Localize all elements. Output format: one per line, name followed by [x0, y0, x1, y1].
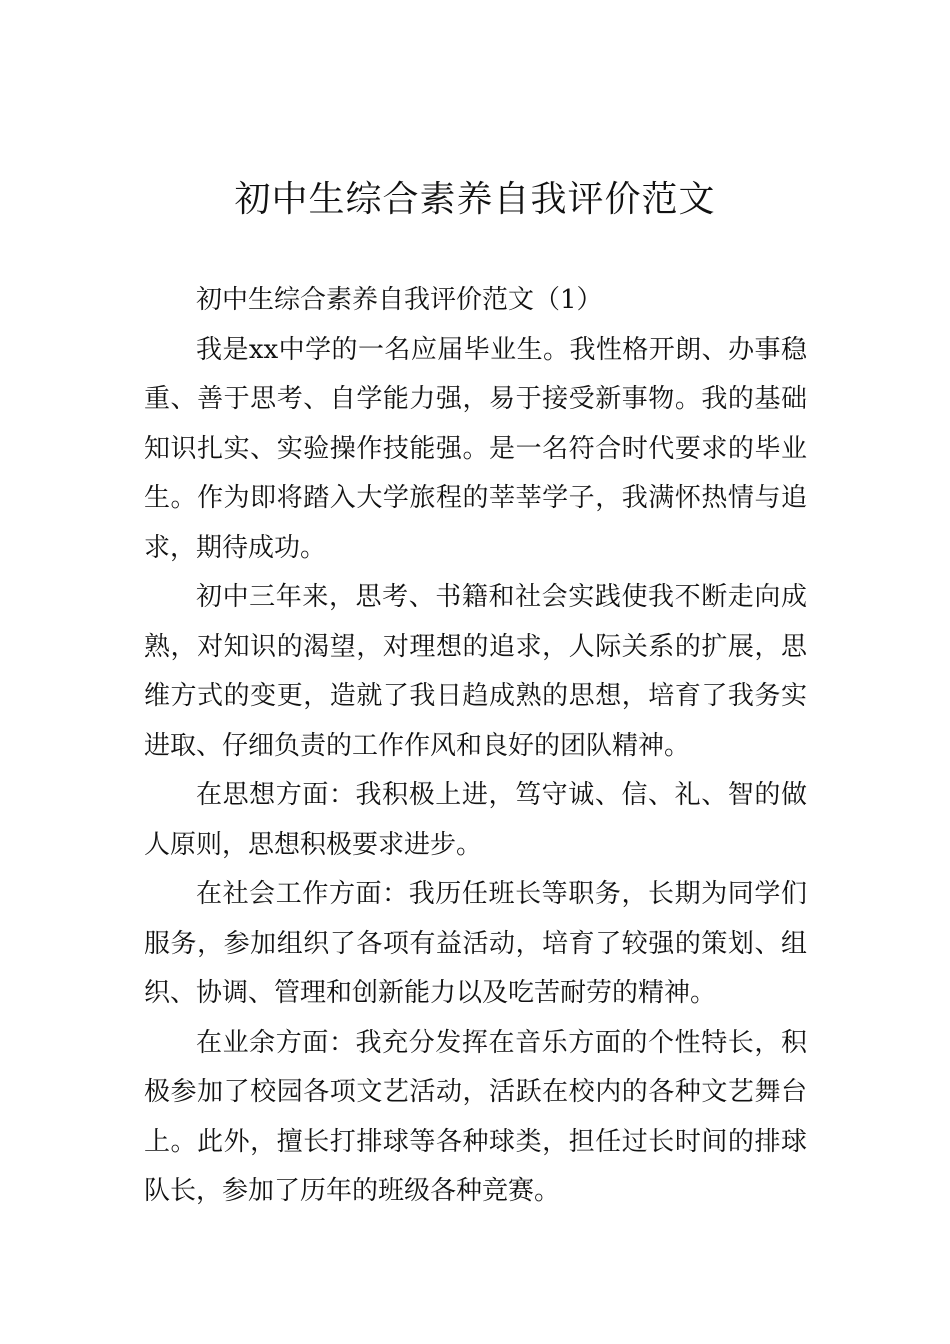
paragraph-subtitle: 初中生综合素养自我评价范文（1）	[196, 285, 603, 315]
paragraph-leisure: 在业余方面：我充分发挥在音乐方面的个性特长，积极参加了校园各项文艺活动，活跃在校内的各种文艺舞台上。此外，擅长打排球等各种球类，担任过长时间的排球队长，参加了历年的班级各种竞赛。	[144, 1027, 807, 1206]
document-body	[144, 276, 807, 1217]
paragraph-thought: 在思想方面：我积极上进，笃守诚、信、礼、智的做人原则，思想积极要求进步。	[144, 780, 807, 860]
document-title: 初中生综合素养自我评价范文	[234, 179, 716, 220]
paragraph-three-years: 初中三年来，思考、书籍和社会实践使我不断走向成熟，对知识的渴望，对理想的追求，人际关系的扩展，思维方式的变更，造就了我日趋成熟的思想，培育了我务实进取、仔细负责的工作作风和良好的团队精神。	[144, 582, 807, 761]
paragraph-introduction: 我是xx中学的一名应届毕业生。我性格开朗、办事稳重、善于思考、自学能力强，易于接受新事物。我的基础知识扎实、实验操作技能强。是一名符合时代要求的毕业生。作为即将踏入大学旅程的莘莘学子，我满怀热情与追求，期待成功。	[144, 334, 807, 563]
paragraph-social-work: 在社会工作方面：我历任班长等职务，长期为同学们服务，参加组织了各项有益活动，培育了较强的策划、组织、协调、管理和创新能力以及吃苦耐劳的精神。	[144, 879, 807, 1008]
